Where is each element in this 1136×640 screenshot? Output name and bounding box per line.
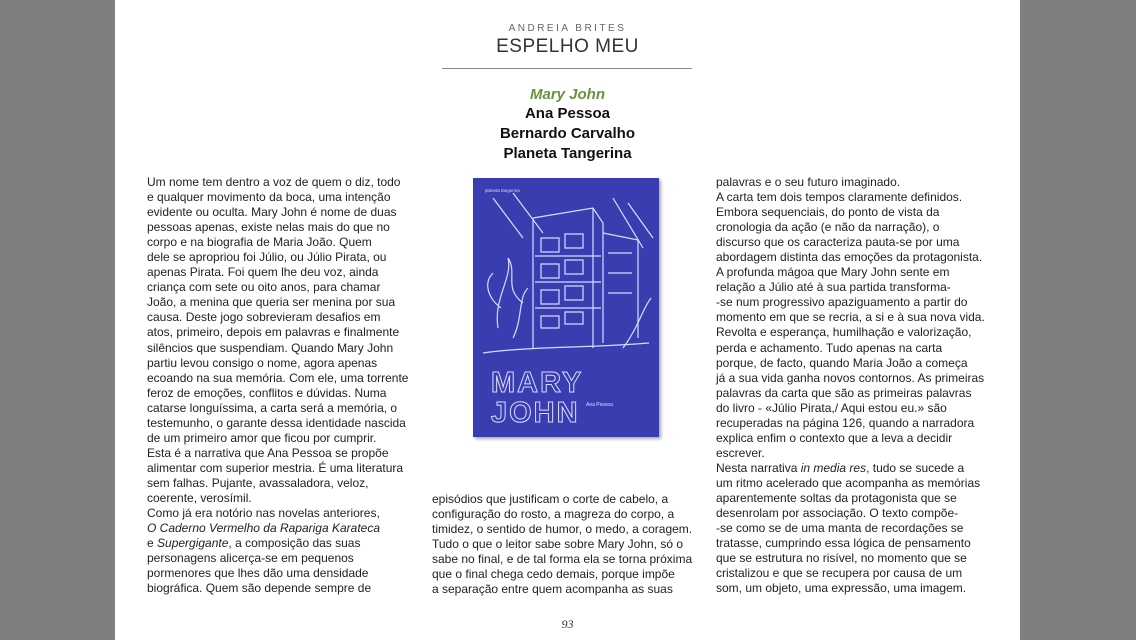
text-column-2: [432, 492, 702, 597]
text-line: e qualquer movimento da boca, uma intenção: [147, 190, 391, 205]
text-line: discurso que os caracteriza pauta-se por uma: [716, 235, 960, 250]
cover-title-line-2: JOHN: [491, 397, 580, 429]
text-line: alimentar com superior mestria. É uma literatura: [147, 460, 404, 475]
cover-title-line-1: MARY: [491, 367, 584, 399]
text-line: relação a Júlio até à sua partida transforma-: [716, 280, 951, 295]
text-line: A profunda mágoa que Mary John sente em: [716, 265, 950, 280]
text-line: evidente ou oculta. Mary John é nome de duas: [147, 205, 397, 220]
text-line: um ritmo acelerado que acompanha as memórias: [716, 475, 981, 490]
text-line: Revolta e esperança, humilhação e valorização,: [716, 325, 972, 340]
text-line: ecoando na sua memória. Com ele, uma torrente: [147, 370, 409, 385]
text-line: dele se apropriou foi Júlio, ou Júlio Pirata, ou: [147, 250, 387, 265]
text-line: som, um objeto, uma expressão, uma imagem.: [716, 581, 967, 596]
book-publisher: Planeta Tangerina: [503, 145, 632, 162]
text-fragment: , tudo se sucede a: [866, 460, 965, 475]
book-title: Mary John: [529, 86, 605, 103]
text-line: escrever.: [716, 445, 765, 460]
text-line: recuperadas na página 126, quando a narradora: [716, 415, 975, 430]
text-line: que se estrutura no risível, no momento que se: [716, 551, 967, 566]
page-number: 93: [561, 617, 574, 631]
text-line: de um primeiro amor que ficou por cumprir.: [147, 430, 377, 445]
text-line: pormenores que lhes dão uma densidade: [147, 566, 369, 581]
text-line: momento em que se recria, a si e à sua nova vida.: [716, 310, 985, 325]
text-line: episódios que justificam o corte de cabelo, a: [432, 492, 669, 506]
text-line: coerente, verosímil.: [147, 490, 252, 505]
text-line: porque, de facto, quando Maria João a começa: [716, 355, 968, 370]
text-line: -se num progressivo apaziguamento a partir do: [716, 295, 968, 310]
text-line: explica enfim o contexto que a leva a decidir: [716, 430, 953, 445]
text-line: A carta tem dois tempos claramente definidos.: [716, 190, 963, 205]
text-line: já a sua vida ganha novos contornos. As primeiras: [716, 370, 985, 385]
book-cover-illustration: [473, 178, 659, 437]
text-line: Embora sequenciais, do ponto de vista da: [716, 205, 940, 220]
text-line: sem falhas. Pujante, avassaladora, veloz,: [147, 475, 369, 490]
italic-work-title: Supergigante: [157, 536, 229, 551]
text-line: catarse longuíssima, a carta será a memória, o: [147, 400, 398, 415]
text-line: [716, 461, 990, 476]
text-line: cronologia da ação (e não da narração), o: [716, 220, 940, 235]
section-title: ESPELHO MEU: [496, 36, 639, 57]
column-author: ANDREIA BRITES: [508, 23, 627, 34]
magazine-page: [115, 0, 1020, 640]
italic-term: in media res: [800, 460, 867, 475]
text-line: causa. Deste jogo sobrevieram desafios em: [147, 310, 381, 325]
text-line: timidez, o sentido de humor, o medo, a coragem.: [432, 522, 693, 537]
text-line: feroz de emoções, conflitos e dúvidas. Numa: [147, 385, 387, 400]
text-line: palavras da carta que são as primeiras palavras: [716, 385, 972, 400]
text-line: João, a menina que queria ser menina por sua: [147, 295, 396, 310]
text-line: -se como se de uma manta de recordações se: [716, 521, 964, 536]
text-line: silêncios que suspendiam. Quando Mary John: [147, 340, 394, 355]
cover-author: Ana Pessoa: [586, 402, 613, 408]
text-line: Um nome tem dentro a voz de quem o diz, todo: [147, 175, 401, 189]
text-line: a separação entre quem acompanha as suas: [432, 582, 673, 597]
text-line: Tudo o que o leitor sabe sobre Mary John, só o: [432, 537, 684, 552]
text-line: sabe no final, e de tal forma ela se torna próxima: [432, 552, 693, 567]
text-line: do livro - «Júlio Pirata,/ Aqui estou eu.» são: [716, 400, 947, 415]
text-line: testemunho, o garante dessa identidade nascida: [147, 415, 406, 430]
text-line: palavras e o seu futuro imaginado.: [716, 175, 901, 189]
text-line: [147, 536, 417, 551]
book-illustrator: Bernardo Carvalho: [499, 125, 636, 142]
text-line: aparentemente soltas da protagonista que se: [716, 490, 957, 505]
text-line: Esta é a narrativa que Ana Pessoa se propõe: [147, 445, 389, 460]
text-line: criança com sete ou oito anos, para chamar: [147, 280, 381, 295]
text-line: abordagem distinta das emoções da protagonista.: [716, 250, 983, 265]
text-line: perda e achamento. Tudo apenas na carta: [716, 340, 943, 355]
italic-work-title: O Caderno Vermelho da Rapariga Karateca: [147, 521, 381, 536]
text-line: desenrolam por associação. O texto compõe-: [716, 506, 959, 521]
book-cover: [473, 178, 659, 437]
text-line: configuração do rosto, a magreza do corpo, a: [432, 507, 675, 522]
text-fragment: e: [147, 536, 158, 551]
text-line: apenas Pirata. Foi quem lhe deu voz, ainda: [147, 265, 379, 280]
cover-publisher: planeta tangerina: [485, 188, 520, 193]
text-column-1: [147, 175, 417, 596]
text-line: atos, primeiro, depois em palavras e finalmente: [147, 325, 400, 340]
text-line: biográfica. Quem são depende sempre de: [147, 581, 372, 596]
book-author: Ana Pessoa: [524, 105, 611, 122]
text-line: partiu levou consigo o nome, agora apenas: [147, 355, 378, 370]
text-line: cristalizou e que se recupera por causa de um: [716, 566, 963, 581]
text-line: personagens alicerça-se em pequenos: [147, 551, 354, 566]
text-fragment: Nesta narrativa: [716, 460, 801, 475]
text-line: que o final chega cedo demais, porque impõe: [432, 567, 675, 582]
text-column-3: [716, 175, 990, 596]
text-line: Como já era notório nas novelas anteriores,: [147, 506, 380, 521]
text-line: corpo e na biografia de Maria João. Quem: [147, 235, 372, 250]
text-line: pessoas apenas, existe nelas mais do que no: [147, 220, 390, 235]
header-divider: [442, 68, 692, 69]
text-line: tratasse, cumprindo essa lógica de pensamento: [716, 536, 971, 551]
text-fragment: , a composição das suas: [228, 536, 361, 551]
